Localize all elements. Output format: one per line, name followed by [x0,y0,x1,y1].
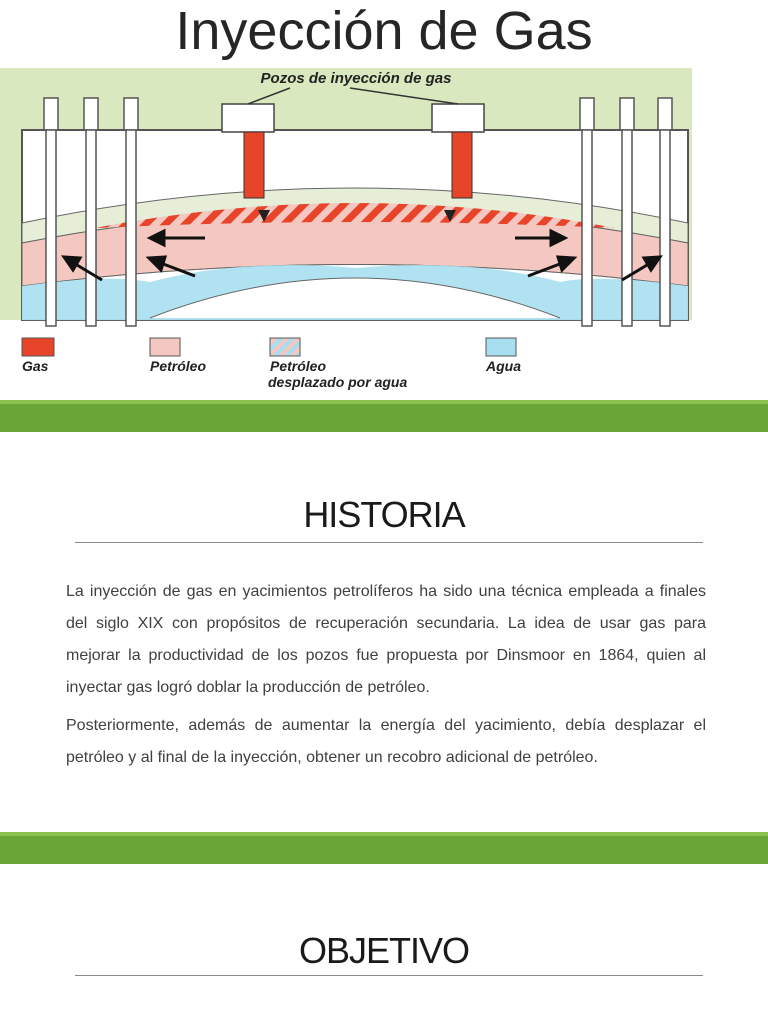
legend-label-displaced-2: desplazado por agua [268,374,408,390]
historia-body [66,576,706,780]
objetivo-heading: OBJETIVO [298,930,470,971]
legend-swatch-water [486,338,516,356]
legend-label-oil: Petróleo [150,358,207,374]
objetivo-rule [75,975,703,976]
divider-band [0,400,768,432]
gas-injection-diagram [0,68,768,400]
page-title: Inyección de Gas [175,1,593,61]
divider-band-2 [0,832,768,864]
legend-label-water: Agua [486,358,521,374]
injection-well-right [452,132,472,198]
injection-wells-label: Pozos de inyección de gas [260,70,452,87]
historia-paragraph-2: Posteriormente, además de aumentar la energía del yacimiento, debía desplazar el petróleo y al final de la inyección, obtener un recobro adicional de petróleo. [66,717,706,766]
legend-label-gas: Gas [22,358,49,374]
legend-label-displaced-1: Petróleo [270,358,327,374]
legend-swatch-oil [150,338,180,356]
historia-heading: HISTORIA [303,494,465,535]
historia-rule [75,542,703,543]
injection-well-left [244,132,264,198]
diagram-svg [0,68,768,400]
legend-swatch-displaced [270,338,300,356]
legend-swatch-gas [22,338,54,356]
historia-paragraph-1: La inyección de gas en yacimientos petrolíferos ha sido una técnica empleada a finales del siglo XIX con propósitos de recuperación secundaria. La idea de usar gas para mejorar la productividad de los pozos fue propuesta por Dinsmoor en 1864, quien al inyectar gas logró doblar la producción de petróleo. [66,583,706,696]
